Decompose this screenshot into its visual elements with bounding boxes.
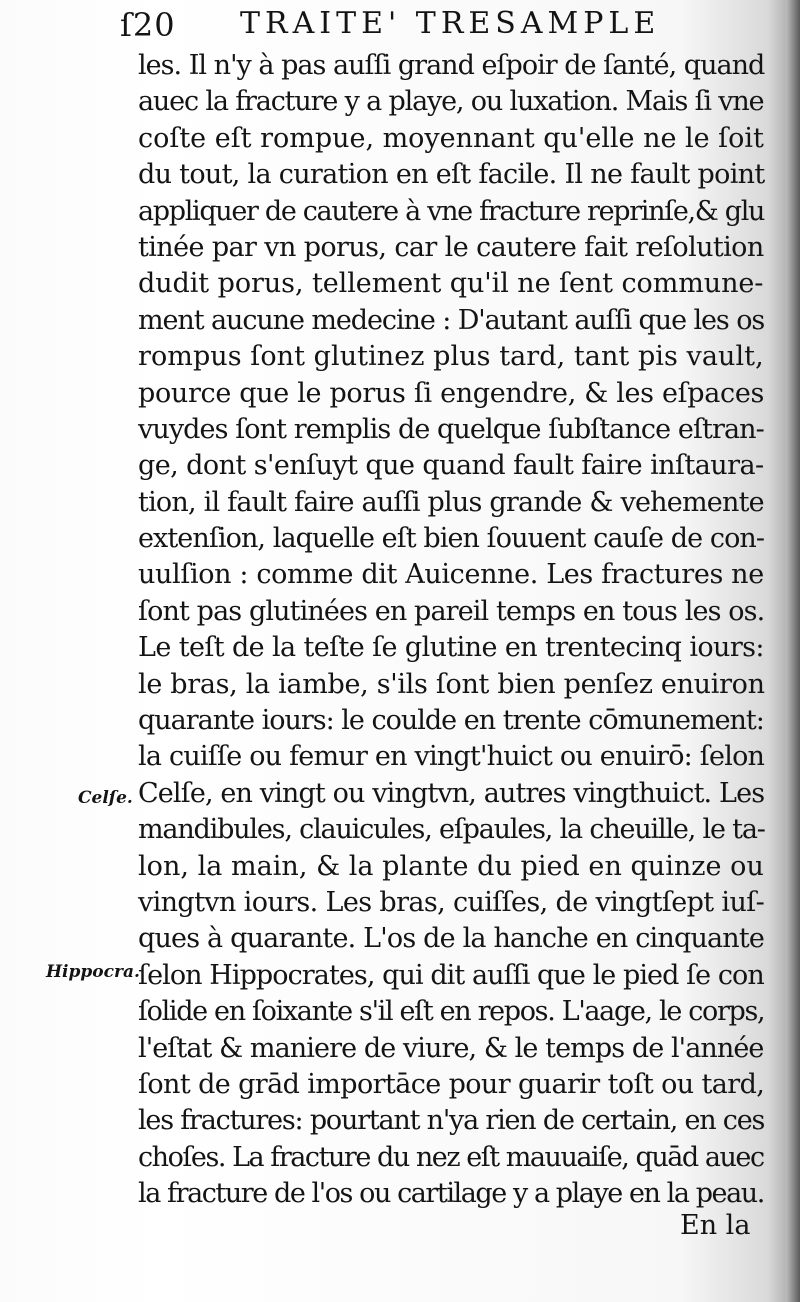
- text-line: mandibules, clauicules, eſpaules, la cheuille, le ta-: [138, 814, 765, 846]
- text-line: coſte eſt rompue, moyennant qu'elle ne le ſoit: [138, 122, 764, 154]
- text-line: tion, il fault faire auſſi plus grande & vehemente: [138, 486, 764, 518]
- text-line: ſolide en ſoixante s'il eſt en repos. L'aage, le corps,: [138, 996, 765, 1028]
- text-line: Celſe, en vingt ou vingtvn, autres vingthuict. Les: [138, 777, 765, 809]
- text-line: dudit porus, tellement qu'il ne ſent commune-: [138, 268, 764, 300]
- page-header: [120, 4, 760, 44]
- text-line: quarante iours: le coulde en trente cōmunement:: [138, 705, 764, 737]
- text-line: Le teſt de la teſte ſe glutine en trentecinq iours:: [138, 632, 764, 664]
- text-line: vuydes ſont remplis de quelque ſubſtance eſtran-: [138, 413, 764, 445]
- text-line: lon, la main, & la plante du pied en quinze ou: [138, 850, 764, 882]
- running-title: TRAITE' TRESAMPLE: [240, 6, 661, 41]
- text-line: la cuiſſe ou femur en vingt'huict ou enuirō: ſelon: [138, 741, 765, 773]
- text-line: pource que le porus ſi engendre, & les eſpaces: [138, 377, 765, 409]
- text-line: le bras, la iambe, s'ils ſont bien penſez enuiron: [138, 668, 765, 700]
- text-line: vingtvn iours. Les bras, cuiſſes, de vingtſept iuſ-: [138, 886, 765, 918]
- text-line: ſont pas glutinées en pareil temps en tous les os.: [138, 595, 765, 627]
- text-line: du tout, la curation en eſt facile. Il ne fault point: [138, 159, 765, 191]
- text-line: les fractures: pourtant n'ya rien de certain, en ces: [138, 1105, 765, 1137]
- text-line: ſont de grād importāce pour guarir toſt ou tard,: [138, 1068, 765, 1100]
- margin-note-hippocrates: Hippocra.: [46, 962, 140, 982]
- text-line: auec la fracture y a playe, ou luxation. Mais ſi vne: [138, 86, 764, 118]
- catchword: En la: [680, 1210, 751, 1241]
- body-text: [138, 48, 774, 1213]
- text-line: appliquer de cautere à vne fracture reprinſe,& glu: [138, 195, 765, 227]
- text-line: ſelon Hippocrates, qui dit auſſi que le pied ſe con: [138, 959, 764, 991]
- text-line: uulſion : comme dit Auicenne. Les fractures ne: [138, 559, 764, 591]
- text-line: les. Il n'y à pas auſſi grand eſpoir de ſanté, quand: [138, 50, 765, 81]
- text-line: choſes. La fracture du nez eſt mauuaiſe, quād auec: [138, 1141, 764, 1173]
- book-spine-shadow: [786, 0, 800, 1302]
- text-line: ques à quarante. L'os de la hanche en cinquante: [138, 923, 765, 955]
- text-line: ment aucune medecine : D'autant auſſi que les os: [138, 304, 765, 336]
- margin-note-celse: Celſe.: [78, 788, 133, 808]
- text-line: tinée par vn porus, car le cautere fait reſolution: [138, 231, 764, 263]
- text-line: rompus ſont glutinez plus tard, tant pis vault,: [138, 341, 764, 373]
- page-number: ſ20: [120, 6, 176, 44]
- text-line: la fracture de l'os ou cartilage y a playe en la peau.: [138, 1178, 764, 1210]
- text-line: ge, dont s'enſuyt que quand fault faire inſtaura-: [138, 450, 764, 482]
- text-line: extenſion, laquelle eſt bien ſouuent cauſe de con-: [138, 523, 765, 555]
- text-line: l'eſtat & maniere de viure, & le temps de l'année: [138, 1032, 764, 1064]
